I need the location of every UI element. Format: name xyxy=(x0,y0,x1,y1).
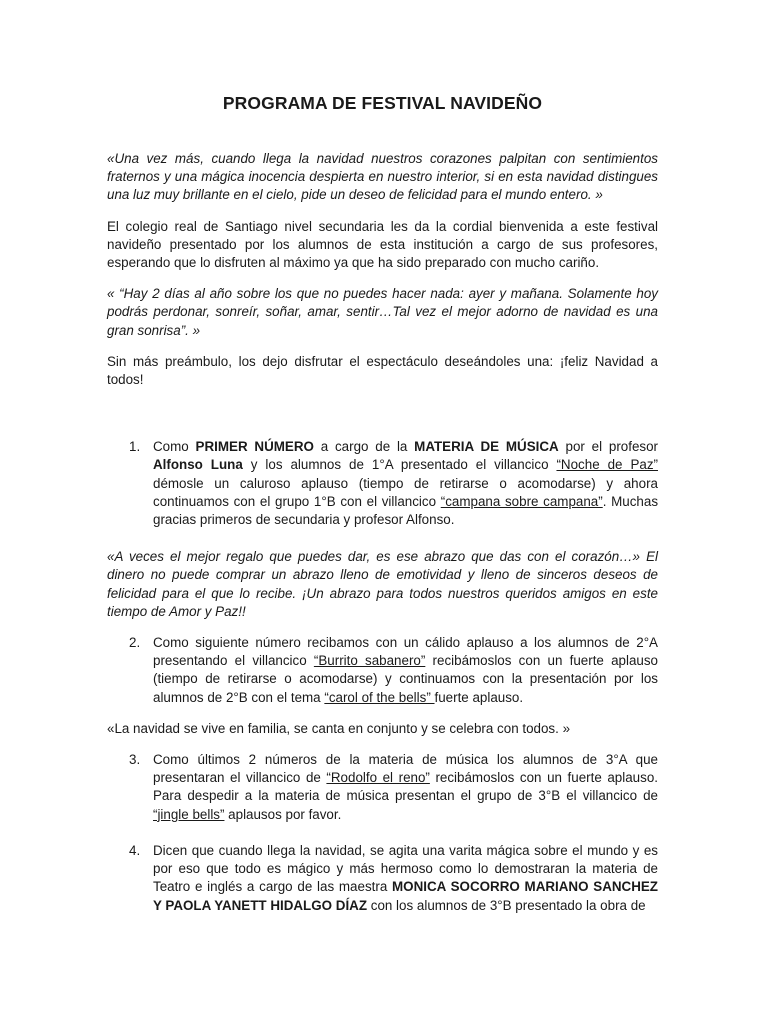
list-item-3 xyxy=(107,751,658,824)
song-title: “carol of the bells” xyxy=(324,689,435,705)
text-run: démosle un caluroso aplauso (tiempo de retirarse o acomodarse) y ahora continuamos con el grupo 1°B con el villancico xyxy=(153,475,658,509)
quote-paragraph-4: «La navidad se vive en familia, se canta en conjunto y se celebra con todos. » xyxy=(107,720,571,736)
text-run: recibámoslos con un fuerte aplauso. Para despedir a la materia de música presentan el grupo de 3°B el villancico de xyxy=(153,770,658,804)
text-run: fuerte aplauso. xyxy=(434,689,524,705)
text-run: recibámoslos con un fuerte aplauso (tiempo de retirarse o acomodarse) y continuamos con la presentación por los alumnos de 2°B con el tema xyxy=(153,653,658,705)
song-title: “Noche de Paz” xyxy=(556,457,658,473)
list-number: 3. xyxy=(129,752,141,768)
bold-run: Alfonso Luna xyxy=(153,457,243,473)
song-title: “Burrito sabanero” xyxy=(313,653,426,669)
text-run: con los alumnos de 3°B presentado la obra de xyxy=(367,897,646,913)
intro-quote: «Una vez más, cuando llega la navidad nuestros corazones palpitan con sentimientos fraternos y una mágica inocencia despierta en nuestro interior, si en esta navidad distingues una luz muy brillante en el cielo, pide un deseo de felicidad para el mundo entero. » xyxy=(107,151,658,203)
text-run: a cargo de la xyxy=(313,439,415,455)
text-run: Como últimos 2 números de la materia de música los alumnos de 3°A que presentaran el villancico de xyxy=(153,752,658,786)
list-number: 1. xyxy=(129,439,141,455)
song-title: “campana sobre campana” xyxy=(440,493,603,509)
closing-intro-paragraph: Sin más preámbulo, los dejo disfrutar el espectáculo deseándoles una: ¡feliz Navidad a todos! xyxy=(107,353,658,388)
song-title: “jingle bells” xyxy=(153,806,225,822)
list-item-2 xyxy=(107,634,658,707)
text-run: por el profesor xyxy=(558,439,658,455)
quote-paragraph-2: « “Hay 2 días al año sobre los que no puedes hacer nada: ayer y mañana. Solamente hoy podrás perdonar, sonreír, soñar, amar, sentir…Tal vez el mejor adorno de navidad es una gran sonrisa”. » xyxy=(107,286,658,338)
text-run: y los alumnos de 1°A presentado el villancico xyxy=(242,457,557,473)
text-run: . Muchas gracias primeros de secundaria y profesor Alfonso. xyxy=(153,493,659,528)
welcome-paragraph: El colegio real de Santiago nivel secundaria les da la cordial bienvenida a este festival navideño presentado por los alumnos de esta institución a cargo de sus profesores, esperando que lo disfruten al máximo ya que ha sido preparado con mucho cariño. xyxy=(107,218,658,271)
text-run: Como siguiente número recibamos con un cálido aplauso a los alumnos de 2°A presentando el villancico xyxy=(153,635,658,669)
text-run: aplausos por favor. xyxy=(224,806,342,822)
bold-run: MATERIA DE MÚSICA xyxy=(414,439,559,455)
list-number: 4. xyxy=(129,842,141,858)
song-title: “Rodolfo el reno” xyxy=(326,770,430,786)
bold-run: MONICA SOCORRO MARIANO SANCHEZ Y PAOLA YANETT HIDALGO DÍAZ xyxy=(153,879,658,913)
bold-run: PRIMER NÚMERO xyxy=(195,439,314,455)
list-item-1 xyxy=(107,438,658,529)
spacer xyxy=(107,402,658,438)
list-item-4 xyxy=(107,842,658,915)
quote-paragraph-3: «A veces el mejor regalo que puedes dar, es ese abrazo que das con el corazón…» El dinero no puede comprar un abrazo lleno de emotividad y lleno de sinceros deseos de felicidad para el que lo recibe. ¡Un abrazo para todos nuestros queridos amigos en este tiempo de Amor y Paz!! xyxy=(107,549,658,619)
text-run: Como xyxy=(153,439,196,455)
text-run: Dicen que cuando llega la navidad, se agita una varita mágica sobre el mundo y es por eso que todo es mágico y más hermoso como lo demostraran la materia de Teatro e inglés a cargo de las maestra xyxy=(153,842,658,895)
list-number: 2. xyxy=(129,635,141,651)
page-title: PROGRAMA DE FESTIVAL NAVIDEÑO xyxy=(222,93,543,113)
